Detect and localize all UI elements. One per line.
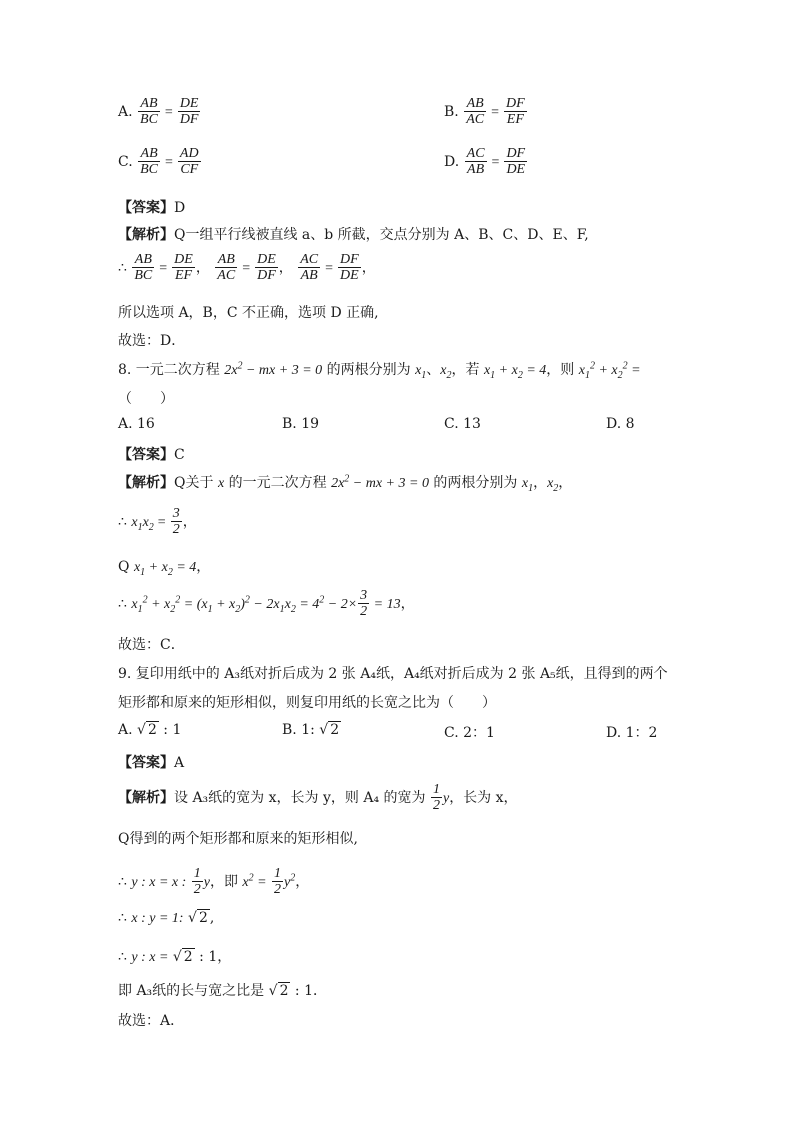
fraction: $\frac{DE}{DF}$ <box>179 96 199 128</box>
fraction: $\frac{1}{2}$ <box>274 866 282 898</box>
fraction: $\frac{AB}{AC}$ <box>466 96 485 128</box>
conclusion-line <box>118 302 379 322</box>
question-9-stem-1 <box>118 663 668 683</box>
fraction: $\frac{DE}{DF}$ <box>257 252 276 284</box>
analysis-text: ，即 <box>209 873 238 890</box>
analysis-tag: 【解析】 <box>118 475 174 491</box>
q8-option-b: B. 19 <box>282 416 320 432</box>
analysis-text: 的一元二次方程 <box>228 475 327 491</box>
answer-tag: 【答案】 <box>118 755 174 771</box>
choose-text: 故选：A． <box>118 1013 185 1029</box>
option-label: A. <box>118 103 133 120</box>
choose-line <box>118 330 185 350</box>
conclusion-line: 即 A₃纸的长与宽之比是 √ 2 : 1． <box>118 983 328 999</box>
answer-value: C <box>174 447 185 463</box>
result-line: ∴ $x_1^2 + x_2^2 = (x_1 + x_2)^2 - 2x_1x_2 = 4^2 - 2\times$ $\frac{3}{2}$ = 13， <box>118 588 415 620</box>
q9-option-b: B. 1: √ 2 <box>282 722 340 738</box>
fraction: $\frac{1}{2}$ <box>193 866 201 898</box>
analysis-line <box>118 224 589 244</box>
answer-line <box>118 752 184 772</box>
therefore-symbol: ∴ <box>118 259 127 276</box>
analysis-text: 的两根分别为 <box>433 475 518 491</box>
analysis-tag: 【解析】 <box>118 789 174 806</box>
fraction: $\frac{AB}{BC}$ <box>140 146 159 178</box>
answer-tag: 【答案】 <box>118 200 174 216</box>
option-a: A. $\frac{AB}{BC}$ = $\frac{DE}{DF}$ <box>118 96 199 128</box>
option-label: B. <box>282 722 297 738</box>
stem-text: 9. 复印用纸中的 A₃纸对折后成为 2 张 A₄纸，A₄纸对折后成为 2 张 A₅纸，且得到的两个 <box>118 666 668 682</box>
choose-line <box>118 634 185 654</box>
answer-tag: 【答案】 <box>118 447 174 463</box>
answer-paren: （ ） <box>118 391 174 407</box>
analysis-line: 【解析】设 A₃纸的宽为 x，长为 y，则 A₄ 的宽为 $\frac{1}{2}$ y，长为 x， <box>118 782 518 814</box>
similarity-line <box>118 828 358 848</box>
analysis-text: 设 A₃纸的宽为 x，长为 y，则 A₄ 的宽为 <box>174 789 426 806</box>
fraction: $\frac{DE}{EF}$ <box>174 252 193 284</box>
option-label: A. <box>118 722 133 738</box>
fraction: $\frac{3}{2}$ <box>360 588 368 620</box>
option-d: D. $\frac{AC}{AB}$ = $\frac{DF}{DE}$ <box>444 146 526 178</box>
stem-text: 矩形都和原来的矩形相似，则复印用纸的长宽之比为（ ） <box>118 695 496 711</box>
answer-value: A <box>174 755 185 771</box>
analysis-line: 【解析】Q关于 x 的一元二次方程 $2x^2$ − mx + 3 = 0 的两根分别为 $x_1$，$x_2$， <box>118 473 573 494</box>
choose-line <box>118 1010 184 1030</box>
answer-value: D <box>174 200 186 216</box>
analysis-tag: 【解析】 <box>118 227 174 243</box>
option-c: C. $\frac{AB}{BC}$ = $\frac{AD}{CF}$ <box>118 146 199 178</box>
stem-text: 的两根分别为 <box>326 362 411 378</box>
analysis-text: Q关于 <box>174 475 214 491</box>
ratio-line: ∴ $\frac{AB}{BC}$ = $\frac{DE}{EF}$ ， $\frac{AB}{AC}$ = $\frac{DE}{DF}$ ， $\frac{AC}{AB}$ = $\frac{DF}{DE}$ ， <box>118 252 376 284</box>
answer-line <box>118 197 185 217</box>
q8-option-d: D. 8 <box>606 416 635 432</box>
fraction: $\frac{AC}{AB}$ <box>300 252 319 284</box>
question-9-stem-2 <box>118 692 496 712</box>
fraction: $\frac{AC}{AB}$ <box>466 146 485 178</box>
proportion-line: ∴ y : x = x : $\frac{1}{2}$ y，即 $x^2$ = $\frac{1}{2}$ $y^2$， <box>118 866 310 898</box>
ratio-yx-line: ∴ y : x = √ 2 : 1， <box>118 949 232 965</box>
stem-text: 8. 一元二次方程 <box>118 362 220 378</box>
question-8-paren <box>118 388 174 408</box>
analysis-text: ，长为 x， <box>449 789 518 806</box>
fraction: $\frac{AD}{CF}$ <box>179 146 199 178</box>
option-b: B. $\frac{AB}{AC}$ = $\frac{DF}{EF}$ <box>444 96 525 128</box>
fraction: $\frac{AB}{BC}$ <box>134 252 153 284</box>
fraction: $\frac{1}{2}$ <box>432 782 440 814</box>
q8-option-a: A. 16 <box>118 416 155 432</box>
conclusion-text: 所以选项 A，B，C 不正确，选项 D 正确, <box>118 305 379 321</box>
question-8-stem: 8. 一元二次方程 $2x^2$ − mx + 3 = 0 的两根分别为 $x_1$、$x_2$，若 $x_1 + x_2 = 4$，则 $x_1^2 + x_2^2$ = <box>118 360 641 381</box>
option-label: C. <box>118 153 133 170</box>
stem-text: ，则 <box>546 362 575 378</box>
option-label: B. <box>444 103 459 120</box>
answer-line <box>118 444 185 464</box>
choose-text: 故选：C． <box>118 637 185 653</box>
product-line: ∴ $x_1x_2$ = $\frac{3}{2}$ ， <box>118 506 197 538</box>
fraction: $\frac{AB}{AC}$ <box>217 252 236 284</box>
fraction: $\frac{DF}{DE}$ <box>506 146 526 178</box>
fraction: $\frac{DF}{DE}$ <box>340 252 359 284</box>
ratio-xy-line: ∴ x : y = 1: √ 2 , <box>118 910 215 926</box>
choose-text: 故选：D． <box>118 333 186 349</box>
q9-option-a: A. √ 2 : 1 <box>118 722 182 738</box>
stem-text: ，若 <box>451 362 480 378</box>
fraction: $\frac{DF}{EF}$ <box>506 96 525 128</box>
option-label: D. <box>444 153 460 170</box>
sum-line: Q $x_1 + x_2 = 4$， <box>118 559 211 578</box>
fraction: $\frac{AB}{BC}$ <box>140 96 158 128</box>
q9-option-d: D. 1：2 <box>606 725 658 741</box>
analysis-text: Q得到的两个矩形都和原来的矩形相似, <box>118 831 358 847</box>
fraction: $\frac{3}{2}$ <box>172 506 180 538</box>
conclusion-text: 即 A₃纸的长与宽之比是 <box>118 983 265 999</box>
q8-option-c: C. 13 <box>444 416 481 432</box>
q9-option-c: C. 2：1 <box>444 725 495 741</box>
analysis-text: Q一组平行线被直线 a、b 所截，交点分别为 A、B、C、D、E、F, <box>174 227 589 243</box>
